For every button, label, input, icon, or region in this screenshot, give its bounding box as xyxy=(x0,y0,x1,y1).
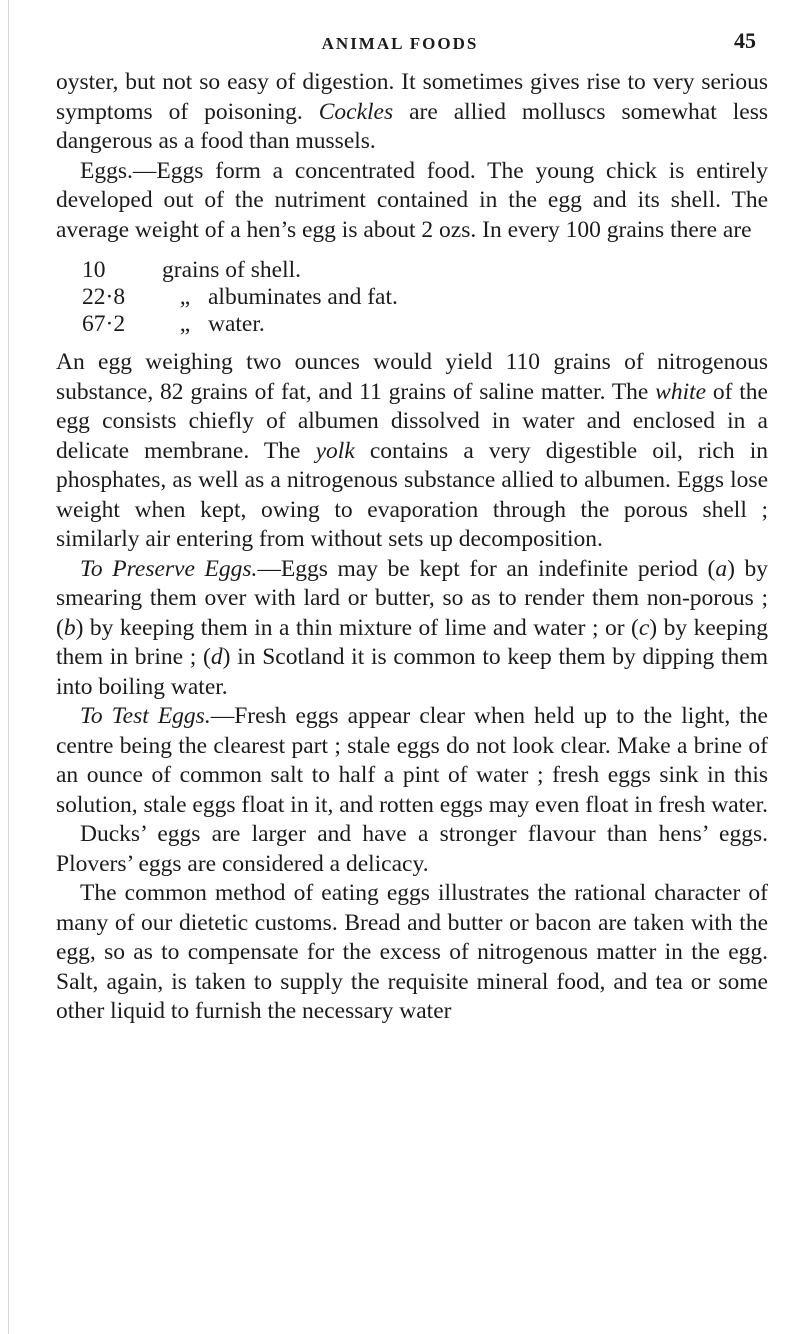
composition-row xyxy=(56,257,768,284)
white-term: white xyxy=(655,378,707,405)
composition-desc: grains of shell. xyxy=(162,257,302,283)
composition-amount: 10 xyxy=(82,257,106,283)
preserve-text-d: ) by keeping them in brine ; ( xyxy=(56,614,768,670)
white-yolk-text-b: of the egg consists chiefly of albumen dissolved in water and enclosed in a delicate membrane. The xyxy=(56,378,768,464)
composition-table xyxy=(56,257,768,338)
common-method-paragraph: The common method of eating eggs illustrates the rational character of many of our dietetic customs. Bread and butter or bacon are taken with the egg, so as to compensate for the excess of nitrogenous matter in the egg. Salt, again, is taken to supply the requisite mineral food, and tea or some other liquid to furnish the necessary water xyxy=(56,880,768,1024)
list-marker: c xyxy=(638,614,650,641)
page-edge xyxy=(8,0,9,1334)
running-title: ANIMAL FOODS xyxy=(321,34,479,53)
yolk-term: yolk xyxy=(315,437,355,464)
list-marker: b xyxy=(63,614,76,641)
running-head xyxy=(0,28,800,58)
preserve-text-e: ) in Scotland it is common to keep them by dipping them into boiling water. xyxy=(56,644,768,700)
white-yolk-paragraph xyxy=(56,348,768,555)
eggs-text: —Eggs form a concentrated food. The young chick is entirely developed out of the nutriment contained in the egg and its shell. The average weight of a hen’s egg is about 2 ozs. In every 100 grains there are xyxy=(56,157,768,243)
opening-text-b: are allied molluscs somewhat less dangerous as a food than mussels. xyxy=(56,98,768,154)
preserve-paragraph xyxy=(56,555,768,703)
opening-text-a: oyster, but not so easy of digestion. It sometimes gives rise to very serious symptoms of poisoning. xyxy=(56,69,768,125)
list-marker: a xyxy=(715,555,728,582)
ditto-mark: „ xyxy=(179,311,191,337)
preserve-heading: To Preserve Eggs. xyxy=(80,555,258,582)
cockles-term: Cockles xyxy=(318,98,394,125)
preserve-text-b: ) by smearing them over with lard or butter, so as to render them non-porous ; ( xyxy=(56,555,768,641)
composition-row xyxy=(56,284,768,311)
white-yolk-text-a: An egg weighing two ounces would yield 110 grains of nitrogenous substance, 82 grains of fat, and 11 grains of saline matter. The xyxy=(56,349,768,405)
test-paragraph xyxy=(56,702,768,820)
page-number: 45 xyxy=(734,28,756,53)
composition-row xyxy=(56,311,768,338)
ducks-paragraph: Ducks’ eggs are larger and have a stronger flavour than hens’ eggs. Plovers’ eggs are considered a delicacy. xyxy=(56,821,768,877)
composition-desc: albuminates and fat. xyxy=(208,284,398,310)
preserve-text-c: ) by keeping them in a thin mixture of lime and water ; or ( xyxy=(75,614,639,641)
test-text: —Fresh eggs appear clear when held up to the light, the centre being the clearest part ; stale eggs do not look clear. Make a brine of an ounce of common salt to half a pint of water ; fresh eggs sink in this solution, stale eggs float in it, and rotten eggs may even float in fresh water. xyxy=(56,703,768,818)
eggs-heading: Eggs. xyxy=(80,157,133,184)
composition-amount: 22·8 xyxy=(82,284,126,310)
preserve-text-a: —Eggs may be kept for an indefinite period ( xyxy=(257,555,716,582)
composition-desc: water. xyxy=(208,311,265,337)
white-yolk-text-c: contains a very digestible oil, rich in phosphates, as well as a nitrogenous substance allied to albumen. Eggs lose weight when kept, owing to evaporation through the porous shell ; similarly air entering from without sets up decomposition. xyxy=(56,437,768,552)
test-heading: To Test Eggs. xyxy=(80,703,211,729)
body-text xyxy=(56,68,768,1027)
composition-amount: 67·2 xyxy=(82,311,126,337)
eggs-paragraph xyxy=(56,157,768,246)
opening-paragraph xyxy=(56,68,768,157)
ditto-mark: „ xyxy=(179,284,191,310)
list-marker: d xyxy=(210,644,223,670)
